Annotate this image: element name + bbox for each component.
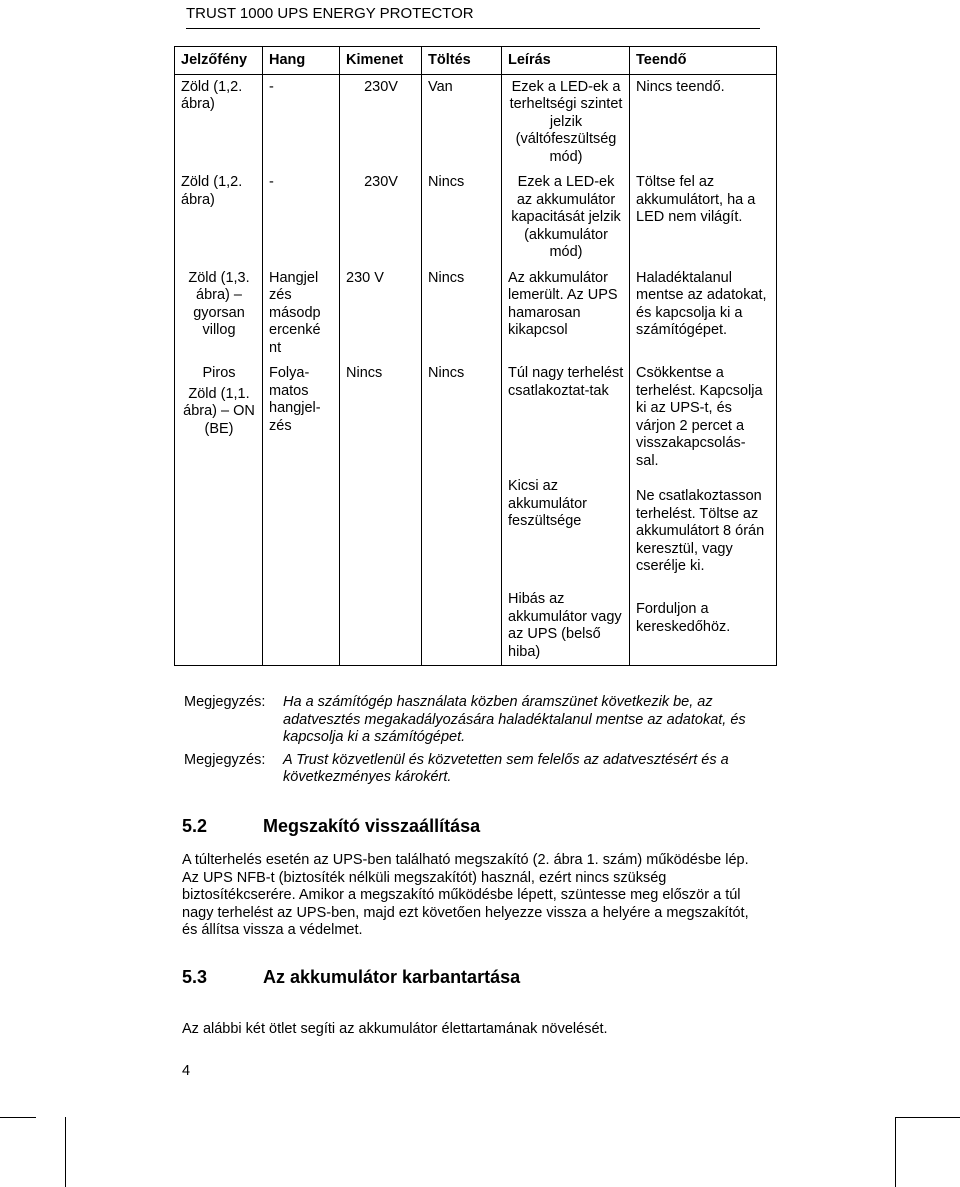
cell-hang: - [263,170,340,266]
cell-jelzofeny: Zöld (1,3. ábra) – gyorsan villog [175,266,263,362]
cell-kimenet: 230V [340,170,422,266]
note-label: Megjegyzés: [184,694,266,710]
cell-kimenet: Nincs [340,361,422,666]
crop-mark [0,1117,36,1118]
section-5-3-body: Az alábbi két ötlet segíti az akkumulátor élettartamának növelését. [182,1021,608,1037]
crop-mark [65,1117,66,1187]
cell-toltes: Nincs [422,361,502,666]
note [184,694,774,747]
section-5-2-body: A túlterhelés esetén az UPS-ben található megszakító (2. ábra 1. szám) működésbe lép. Az UPS NFB-t (biztosíték nélküli megszakítót) használ, ezért nincs szükség biztosítékcserére. Amikor a megszakító működésbe lépett, szüntesse meg először a túl nagy terhelést az UPS-ben, majd ezt követően helyezze vissza a helyére a megszakítót, és állítsa vissza a védelmet. [182,852,749,938]
section-heading-5-3: 5.3 Az akkumulátor karbantartása [182,967,521,987]
cell-jelzofeny: Piros Zöld (1,1. ábra) – ON (BE) [175,361,263,666]
table-row [175,266,777,362]
cell-leiras: Ezek a LED-ek az akkumulátor kapacitását jelzik (akkumulátor mód) [502,170,630,266]
cell-leiras: Az akkumulátor lemerült. Az UPS hamarosan kikapcsol [502,266,630,362]
cell-teendo: Csökkentse a terhelést. Kapcsolja ki az UPS-t, és várjon 2 percet a visszakapcsolás- sal. Ne csatlakoztasson terhelést. Töltse az akkumulátort 8 órán keresztül, vagy cserélje ki. Forduljon a kereskedőhöz. [630,361,777,666]
cell-leiras: Túl nagy terhelést csatlakoztat-tak Kicsi az akkumulátor feszültsége Hibás az akkumulátor vagy az UPS (belső hiba) [502,361,630,666]
section-heading-5-2: 5.2 Megszakító visszaállítása [182,816,481,836]
note-text: A Trust közvetlenül és közvetetten sem felelős az adatvesztésért és a következményes károkért. [283,751,729,785]
col-header-teendo: Teendő [630,47,777,75]
col-header-jelzofeny: Jelzőfény [175,47,263,75]
crop-mark [895,1117,896,1187]
cell-kimenet: 230 V [340,266,422,362]
header-title: TRUST 1000 UPS ENERGY PROTECTOR [186,5,474,22]
note-text: Ha a számítógép használata közben áramszünet következik be, az adatvesztés megakadályozására haladéktalanul mentse az adatokat, és kapcsolja ki a számítógépet. [283,694,746,745]
notes-block [184,694,774,792]
page-number: 4 [182,1063,191,1079]
table-header-row [175,47,777,75]
col-header-kimenet: Kimenet [340,47,422,75]
led-status-table [174,46,777,666]
table-row [175,361,777,666]
table-row [175,170,777,266]
cell-hang: - [263,74,340,170]
cell-kimenet: 230V [340,74,422,170]
note [184,752,774,787]
cell-toltes: Nincs [422,266,502,362]
cell-hang: Folya- matos hangjel- zés [263,361,340,666]
cell-hang: Hangjel zés másodp ercenké nt [263,266,340,362]
col-header-toltes: Töltés [422,47,502,75]
cell-leiras: Ezek a LED-ek a terheltségi szintet jelzik (váltófeszültség mód) [502,74,630,170]
running-header [186,4,760,29]
cell-teendo: Töltse fel az akkumulátort, ha a LED nem világít. [630,170,777,266]
crop-mark [895,1117,960,1118]
cell-teendo: Haladéktalanul mentse az adatokat, és kapcsolja ki a számítógépet. [630,266,777,362]
cell-toltes: Van [422,74,502,170]
cell-teendo: Nincs teendő. [630,74,777,170]
col-header-leiras: Leírás [502,47,630,75]
table-row [175,74,777,170]
note-label: Megjegyzés: [184,751,266,768]
cell-jelzofeny: Zöld (1,2. ábra) [175,170,263,266]
cell-jelzofeny: Zöld (1,2. ábra) [175,74,263,170]
cell-toltes: Nincs [422,170,502,266]
col-header-hang: Hang [263,47,340,75]
